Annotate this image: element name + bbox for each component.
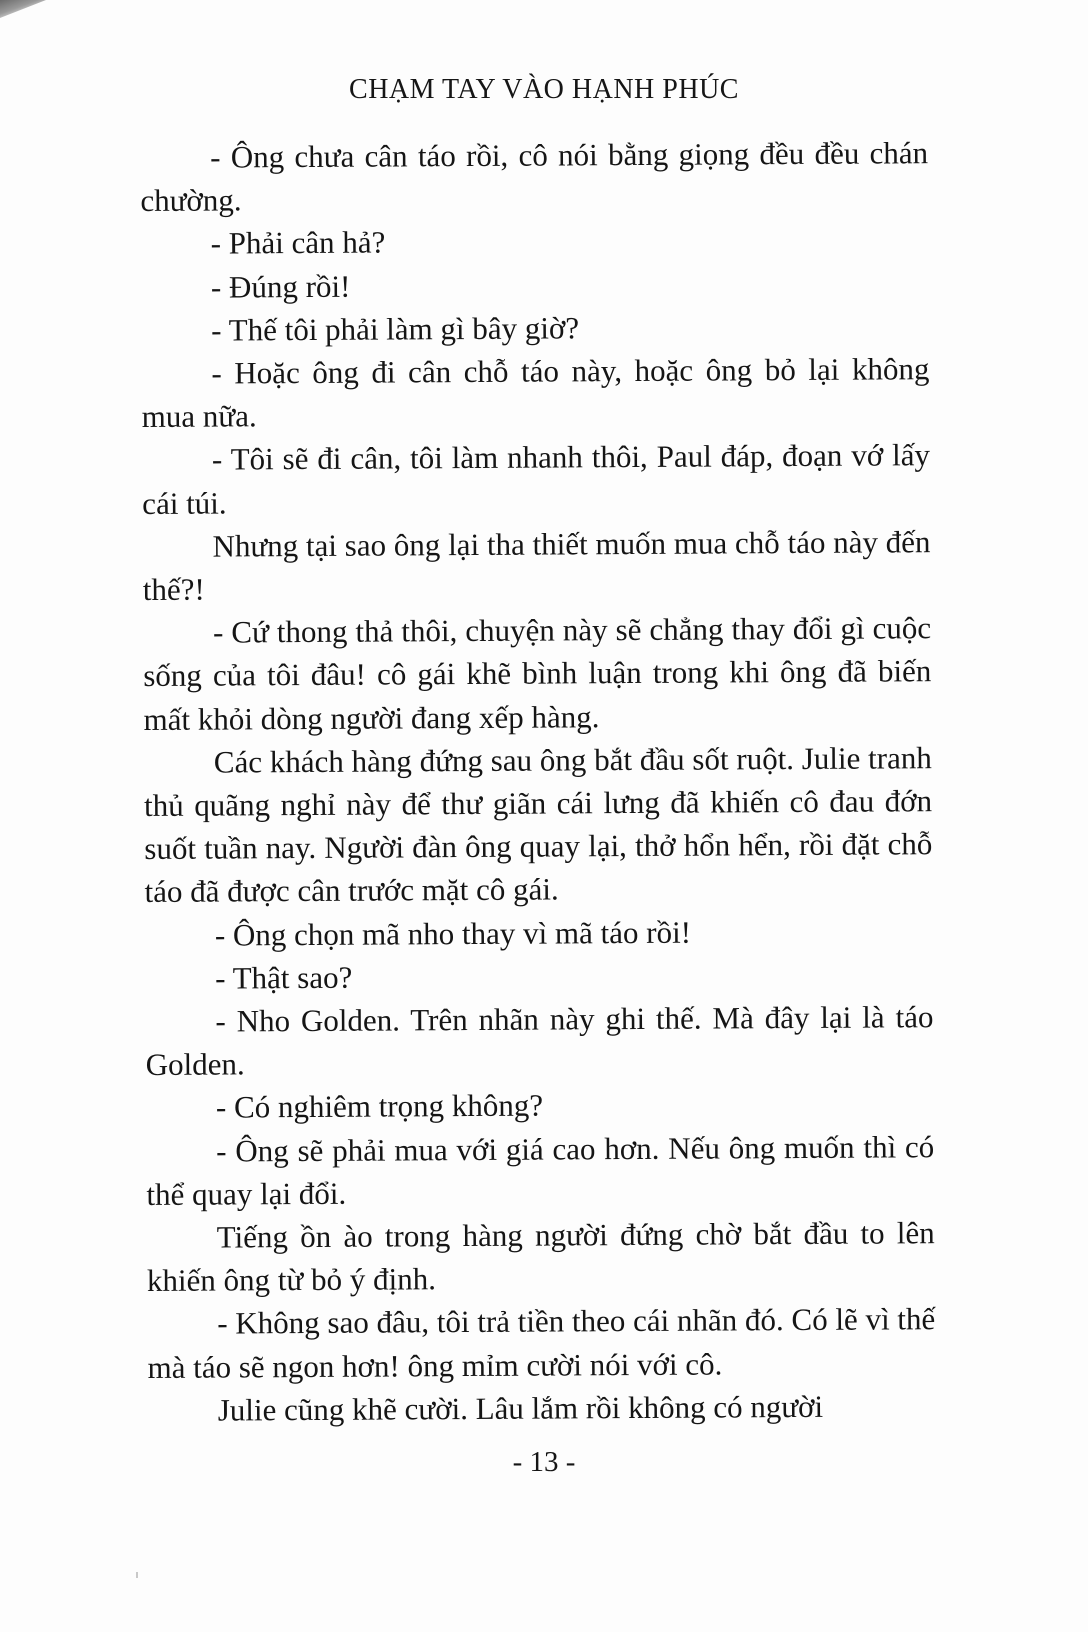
paragraph: - Tôi sẽ đi cân, tôi làm nhanh thôi, Paul đáp, đoạn vớ lấy cái túi. xyxy=(142,437,931,521)
paragraph: Julie cũng khẽ cười. Lâu lắm rồi không có người xyxy=(217,1388,824,1428)
paragraph: - Ông chọn mã nho thay vì mã táo rồi! xyxy=(214,914,692,953)
running-header: CHẠM TAY VÀO HẠNH PHÚC xyxy=(349,74,739,105)
paragraph: - Thật sao? xyxy=(215,959,353,996)
paragraph: - Có nghiêm trọng không? xyxy=(215,1088,544,1126)
paragraph: - Không sao đâu, tôi trả tiền theo cái nhãn đó. Có lẽ vì thế mà táo sẽ ngon hơn! ông mỉm cười nói với cô. xyxy=(147,1301,936,1385)
paragraph: - Đúng rồi! xyxy=(210,268,351,305)
page-number: - 13 - xyxy=(512,1446,576,1478)
paragraph: Các khách hàng đứng sau ông bắt đầu sốt ruột. Julie tranh thủ quãng nghỉ này để thư giãn cái lưng đã khiến cô đau đớn suốt tuần nay. Người đàn ông quay lại, thở hổn hển, rồi đặt chỗ táo đã được cân trước mặt cô gái. xyxy=(143,740,933,910)
body-text xyxy=(140,131,936,1432)
paragraph: Nhưng tại sao ông lại tha thiết muốn mua chỗ táo này đến thế?! xyxy=(142,524,931,608)
scan-corner-shadow xyxy=(0,0,46,18)
paragraph: Tiếng ồn ào trong hàng người đứng chờ bắt đầu to lên khiến ông từ bỏ ý định. xyxy=(146,1215,935,1299)
paragraph: - Cứ thong thả thôi, chuyện này sẽ chẳng thay đổi gì cuộc sống của tôi đâu! cô gái khẽ bình luận trong khi ông đã biến mất khỏi dòng người đang xếp hàng. xyxy=(143,610,932,737)
paragraph: - Ông sẽ phải mua với giá cao hơn. Nếu ông muốn thì có thể quay lại đổi. xyxy=(146,1128,935,1212)
paragraph: - Hoặc ông đi cân chỗ táo này, hoặc ông bỏ lại không mua nữa. xyxy=(141,351,930,435)
paragraph: - Ông chưa cân táo rồi, cô nói bằng giọng đều đều chán chường. xyxy=(140,135,929,219)
paragraph: - Nho Golden. Trên nhãn này ghi thế. Mà đây lại là táo Golden. xyxy=(145,999,934,1083)
paragraph: - Thế tôi phải làm gì bây giờ? xyxy=(211,310,580,348)
scan-speck xyxy=(136,1572,138,1578)
paragraph: - Phải cân hả? xyxy=(210,224,386,261)
